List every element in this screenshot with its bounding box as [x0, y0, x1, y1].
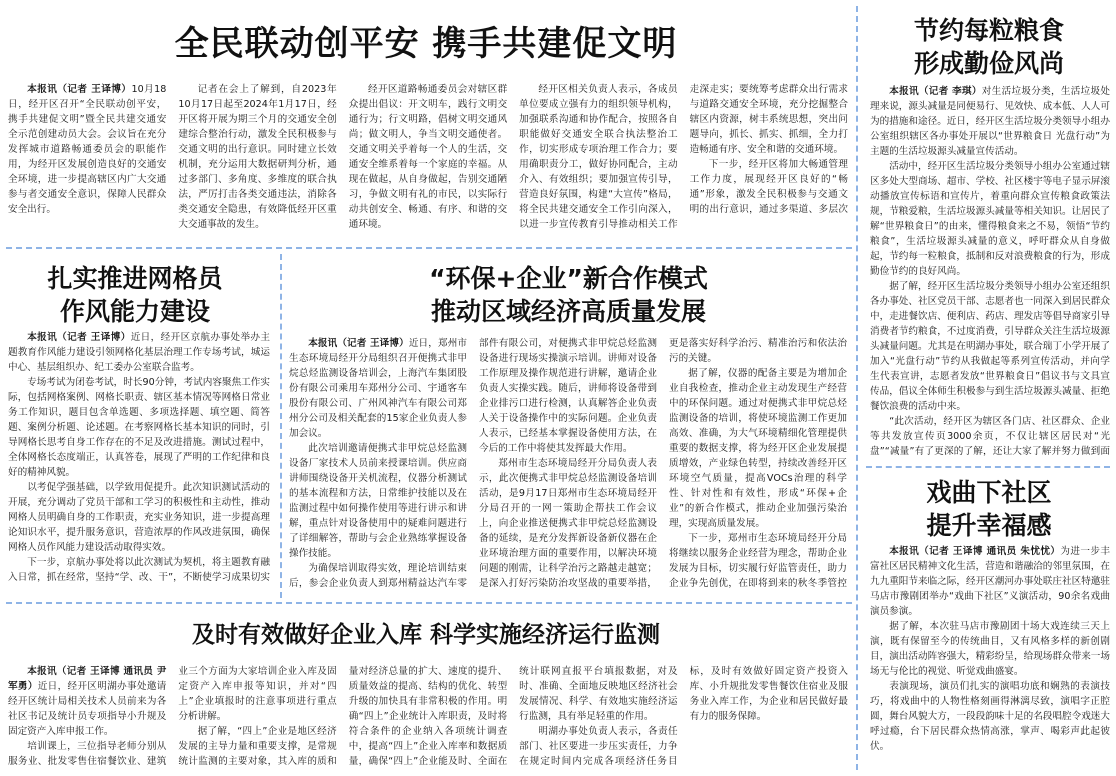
- article-headline: 戏曲下社区 提升幸福感: [926, 478, 1052, 540]
- article-body: 本报讯（记者 王译博）近日，郑州市生态环境局经开分局组织召开便携式非甲烷总烃监测设备培训会，上海汽车集团股份有限公司乘用车郑州分公司、宇通客车股份有限公司、广州风神汽车有限公司郑州分公司及相关配套的15家企业负责人参加会议。 此次培训邀请便携式非甲烷总烃监测设备厂家技术人员前来授课培训。供应商讲师围绕设备开关机流程，仪器分析测试的基本流程和方法，日常维护技能以及在监测过程中如何操作使用等进行讲示和讲解，重点针对设备使用中的疑难问题进行了详细解答，帮助与会企业熟练掌握设备操作技能。 为确保培训取得实效，理论培训结束后，参会企业负责人到郑州精益达汽车零部件有限公司，对便携式非甲烷总烃监测设备进行现场实操演示培训。讲师对设备工作原理及操作规范进行讲解，邀请企业负责人实操实践。随后，讲师将设备带到企业排污口进行检测，认真解答企业负责人关于设备操作中的实际问题。企业负责人表示，已经基本掌握设备使用方法，在今后的工作中将使其发挥最大作用。 郑州市生态环境局经开分局负责人表示，此次便携式非甲烷总烃监测设备培训活动，是9月17日郑州市生态环境局经开分局召开的一网一策助企帮扶工作会议上，向企业推送便携式非甲烷总烃监测设备的延续，是充分发挥新设备新仪器在企业环境治理方面的重要作用，以解决环境问题的刚需，让科学治污之路越走越宽；是深入打好污染防治攻坚战的重要举措，更是落实好科学治污、精准治污和依法治污的关键。 据了解，仪器的配备主要是为增加企业自我检查，推动企业主动发现生产经营中的环保问题。通过对便携式非甲烷总烃监测设备的培训，将使环境监测工作更加高效、准确，为大气环境精细化管理提供重要的数据支撑，将为经开区企业发展提质增效，产业绿色转型，持续改善经开区环境空气质量，提高VOCs治理的科学性、针对性和有效性，形成“环保+企业”的新合作模式，推动企业加强污染治理，实现高质量发展。 下一步，郑州市生态环境局经开分局将继续以服务企业经营为理念，帮助企业发展为目标，切实履行好监管责任，助力企业争先创优，在即将到来的秋冬季管控: [289, 338, 847, 589]
- article-headline: 节约每粒粮食 形成勤俭风尚: [913, 16, 1064, 78]
- article-body: 本报讯（记者 王译博 通讯员 朱忧忧）为进一步丰富社区居民精神文化生活，营造和谐融洽的邻里氛围，在九九重阳节来临之际，经开区潮河办事处联庄社区特邀驻马店市豫剧团举办“戏曲下社区”义演活动，90余名戏曲演员参演。 据了解，本次驻马店市豫剧团十场大戏连续三天上演，既有保留至今的传统曲目，又有风格多样的新创剧目，演出活动阵容强大，精彩纷呈，给现场群众带来一场场无与伦比的视觉、听觉戏曲盛宴。 表演现场，演员们扎实的演唱功底和娴熟的表演技巧，将戏曲中的人物性格刻画得淋漓尽致，演唱字正腔圆，舞台风貌大方，一段段韵味十足的名段唱腔令戏迷大呼过瘾，台下居民群众热情高涨，掌声、喝彩声此起彼伏。: [870, 546, 1110, 752]
- byline: 本报讯（记者 王译博）: [27, 84, 132, 95]
- article-env-enterprise: [285, 252, 852, 600]
- article-body: 本报讯（记者 王译博 通讯员 尹军勇）近日，经开区明湖办事处邀请经开区统计局相关技术人员前来为各社区书记及统计员专项指导小升规及固定资产入库申报工作。 培训课上，三位指导老师分别从服务业、批发零售住宿餐饮业、建筑业三个方面为大家培训企业入库及固定资产入库申报等知识，并对“四上”企业填报时的注意事项进行重点分析讲解。 据了解，“四上”企业是地区经济发展的主导力量和重要支撑，是常规统计监测的主要对象，其入库的质和量对经济总量的扩大、速度的提升、质量效益的提高、结构的优化、转型升级的加快具有非常积极的作用。明确“四上”企业统计入库职责，及时将符合条件的企业纳入各项统计调查中，提高“四上”企业入库率和数据质量，确保“四上”企业能及时、全面在统计联网直报平台填报数据，对及时、准确、全面地反映地区经济社会发展情况、科学、有效地实施经济运行监测，具有举足轻重的作用。 明湖办事处负责人表示，各责任部门、社区要进一步压实责任，力争在规定时间内完成各项经济任务目标，及时有效做好固定资产投资入库、小升规批发零售餐饮住宿业及服务业入库工作，为企业和居民做好最有力的服务保障。: [8, 666, 848, 767]
- divider-right-column: [866, 466, 1110, 468]
- article-headline: 扎实推进网格员 作风能力建设: [47, 264, 223, 326]
- divider-bottom: [6, 602, 852, 604]
- byline: 本报讯（记者 王译博）: [308, 338, 409, 349]
- divider-vertical-right: [856, 6, 858, 770]
- byline: 本报讯（记者 王译博 通讯员 尹军勇）: [8, 666, 167, 692]
- byline: 本报讯（记者 李琪）: [889, 86, 982, 97]
- article-body: 本报讯（记者 王译博）近日，经开区京航办事处举办主题教育作风能力建设引领网格化基层治理工作专场考试，城运中心、基层组织办、纪工委办公室联合监考。 专场考试为闭卷考试，时长90分钟，考试内容聚焦工作实际，包括网格案例、网格长职责、辖区基本情况等网格日常业务工作知识，题目包含单选题、多项选择题、填空题、简答题、案例分析题、论述题。在考察网格长基本知识的同时，引导网格长思考自身工作存在的不足及改进措施。测试过程中，全体网格长态度端正，认真答卷，展现了严明的工作纪律和良好的精神风貌。 以考促学强基础，以学致用促提升。此次知识测试活动的开展，充分调动了党员干部和工学习的积极性和主动性，推动网格人员明确自身的工作职责，充实业务知识，进一步提高理论知识水平，提升服务意识，营造浓厚的作风改进氛围，确保网格人员作风能力建设活动取得实效。 下一步，京航办事处将以此次测试为契机，将主题教育融入日常，抓在经常，坚持“学、改、干”，不断使学习成果切实: [8, 332, 270, 583]
- article-enterprise-stats: [0, 606, 852, 776]
- article-headline: 全民联动创平安 携手共建促文明: [174, 24, 678, 64]
- article-body: 本报讯（记者 王译博）10月18日，经开区召开“全民联动创平安，携手共建促文明”暨全民共建交通安全示范创建动员大会。会议旨在充分发挥城市道路畅通委员会的职能作用，为经开区发展创造良好的交通安全环境，进一步提高辖区内广大交通参与者交通安全意识，保障人民群众安全出行。 记者在会上了解到，自2023年10月17日起至2024年1月17日，经开区将开展为期三个月的交通安全创建综合整治行动，激发全民积极参与交通文明的出行意识。同时建立长效机制，充分运用大数据研判分析，通过多部门、多角度、多维度的联合执法，严厉打击各类交通违法，消除各类交通安全隐患，有效降低经开区重大交通事故的发生。 经开区道路畅通委员会对辖区群众提出倡议：开文明车，践行文明交通行为；行文明路，倡树文明交通风尚；做文明人，争当文明交通使者。交通文明关乎着每一个人的生活，交通安全维系着每一个家庭的幸福。从现在做起，从自身做起，告别交通陋习，争做文明有礼的市民，以实际行动共创安全、畅通、有序、和谐的交通环境。 经开区相关负责人表示，各成员单位要成立强有力的组织领导机构，加强联系沟通和协作配合，按照各自职能做好交通安全联合执法整治工作，切实形成专项治理工作合力；要用确职责分工，做好协同配合，主动介入、有效组织；要加强宣传引导，营造良好氛围，构建“大宣传”格局，将全民共建交通安全工作引向深入，以进一步宣传教育引导推动相关工作走深走实；要统筹考虑群众出行需求与道路交通安全环境，充分挖掘整合辖区内资源，树丰系统思想，突出问题导向，抓长、抓实、抓细，全力打造畅通有序、安全和谐的交通环境。 下一步，经开区将加大畅通管理工作力度，展现经开区良好的“畅通”形象，激发全民积极参与交通文明的出行意识，通过多渠道、多层次: [8, 84, 848, 230]
- article-headline: 及时有效做好企业入库 科学实施经济运行监测: [191, 622, 660, 648]
- article-traffic-safety: [0, 0, 852, 246]
- byline: 本报讯（记者 王译博 通讯员 朱忧忧）: [889, 546, 1061, 557]
- byline: 本报讯（记者 王译博）: [27, 332, 131, 343]
- article-opera-community: [862, 470, 1116, 776]
- article-headline: “环保+企业”新合作模式 推动区域经济高质量发展: [429, 264, 708, 326]
- article-body: 本报讯（记者 李琪）对生活垃圾分类，生活垃圾处理来说，源头减量是同便易行、见效快、成本低、人人可为的措施和途径。近日，经开区生活垃圾分类领导小组办公室组织辖区各办事处开展以“世界粮食日 光盘行动”为主题的生活垃圾源头减量宣传活动。 活动中，经开区生活垃圾分类领导小组办公室通过辖区多处大型商场、超市、学校、社区楼宇等电子显示屏滚动播放宣传标语和宣传片，着重向群众宣传粮食政策法规，节粮爱粮，生活垃圾源头减量等相关知识。让居民了解“世界粮食日”的由来，懂得粮食来之不易，领悟“节约粮食”，生活垃圾源头减量的意义，呼吁群众从自身做起，节约每一粒粮食，抵制和反对浪费粮食的行为，形成勤俭节约的良好风尚。 据了解，经开区生活垃圾分类领导小组办公室还组织各办事处、社区党员干部、志愿者也一同深入到居民群众中，走进餐饮店、便利店、药店、理发店等倡导商家引导消费者节约粮食，不过度消费，引导群众关注生活垃圾源头减量问题。尤其是在明湖办事处，联合瑞丁小学开展了加入“光盘行动”节约从我做起等系列宣传活动，并向学生代表宣讲，志愿者发放“世界粮食日”倡议书与文具宣传品，倡议全体师生积极参与到生活垃圾源头减量、拒绝餐饮浪费的活动中来。 “此次活动，经开区为辖区各门店、社区群众、企业等共发放宣传页3000余页，不仅让辖区居民对“光盘”“减量”有了更深的了解，还让大家了解并努力做到面: [870, 86, 1110, 457]
- article-save-food: [862, 0, 1116, 466]
- article-grid-worker: [0, 252, 278, 600]
- divider-top: [6, 247, 852, 249]
- divider-vertical-middle: [280, 254, 282, 598]
